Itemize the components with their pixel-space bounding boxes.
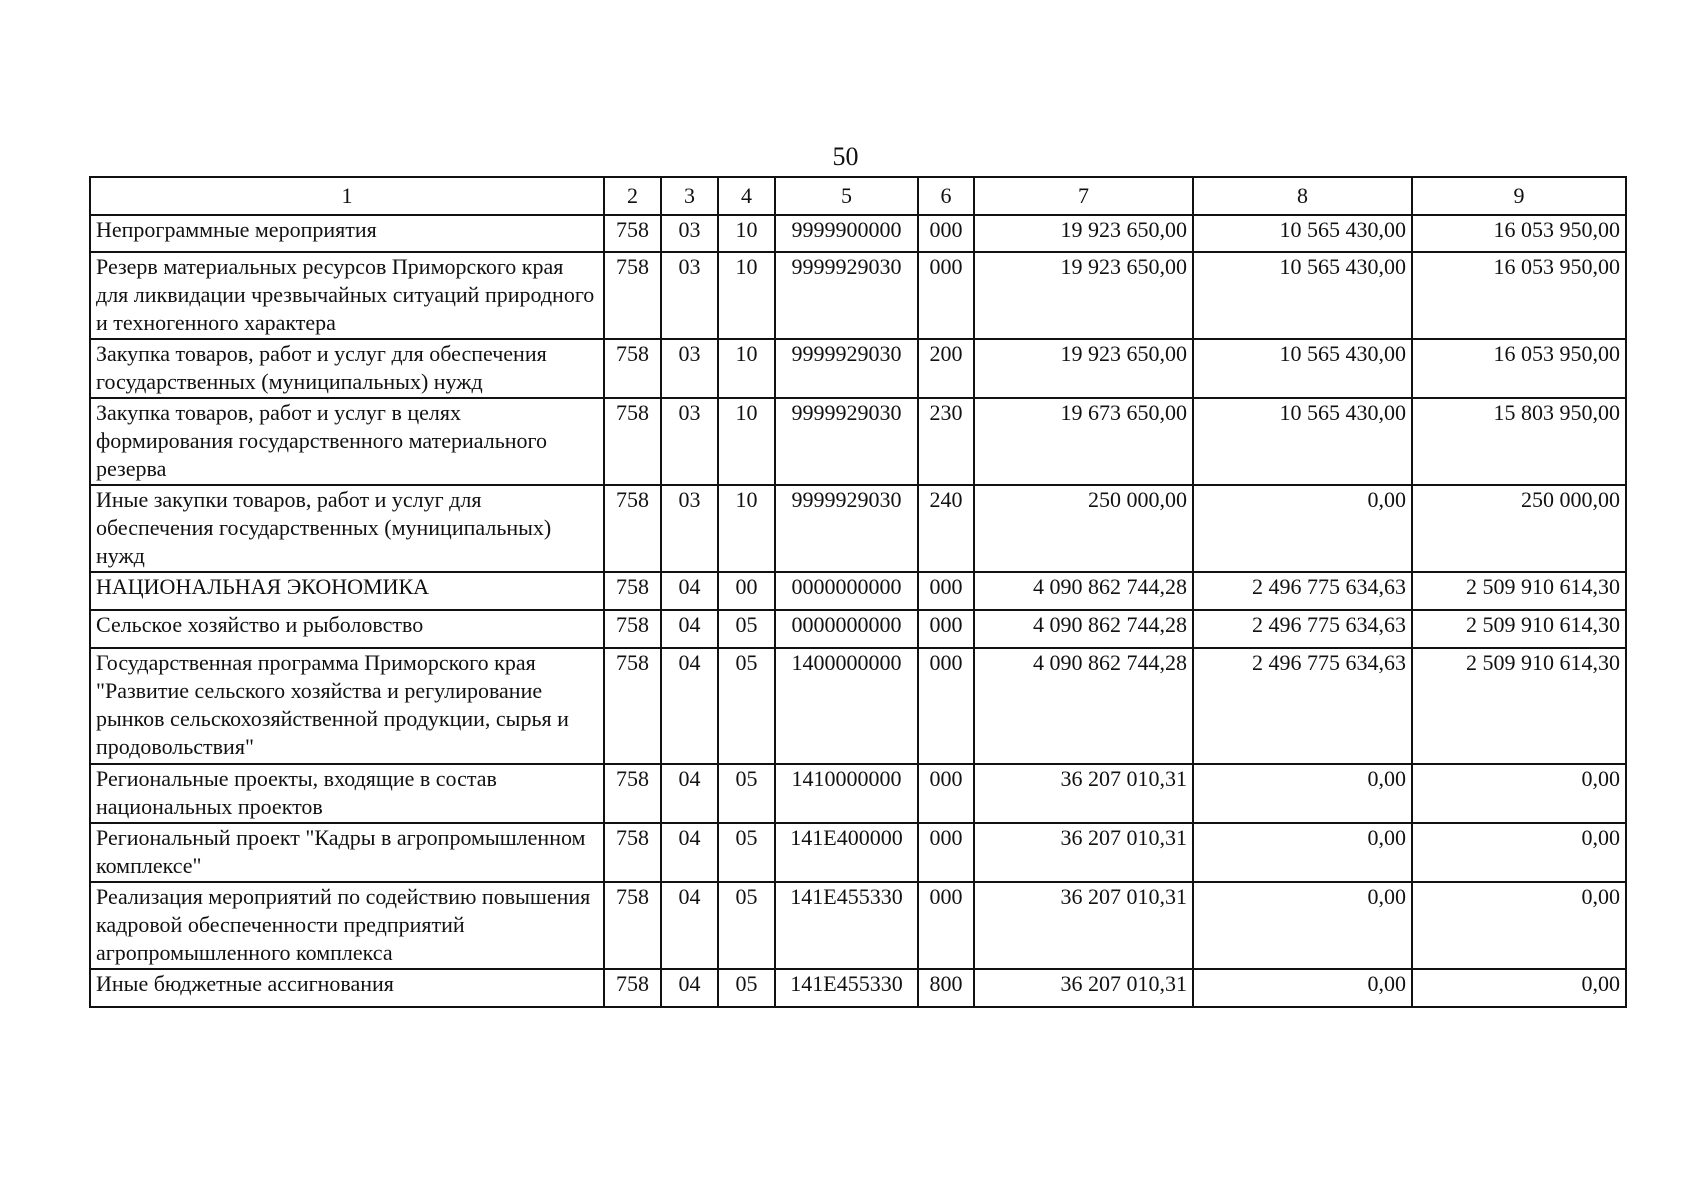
- column-header: 6: [918, 177, 974, 215]
- amount-col7: 19 673 650,00: [974, 398, 1193, 485]
- code-col5: 9999929030: [775, 339, 918, 398]
- column-header: 4: [718, 177, 775, 215]
- code-col4: 10: [718, 215, 775, 252]
- code-col6: 000: [918, 572, 974, 610]
- row-name: Непрограммные мероприятия: [90, 215, 604, 252]
- code-col6: 200: [918, 339, 974, 398]
- code-col6: 000: [918, 215, 974, 252]
- amount-col9: 2 509 910 614,30: [1412, 610, 1626, 648]
- amount-col8: 2 496 775 634,63: [1193, 610, 1412, 648]
- code-col3: 04: [661, 969, 718, 1007]
- code-col4: 05: [718, 610, 775, 648]
- code-col4: 05: [718, 764, 775, 823]
- code-col5: 0000000000: [775, 610, 918, 648]
- table-header-row: [90, 177, 1626, 215]
- amount-col7: 36 207 010,31: [974, 764, 1193, 823]
- code-col3: 04: [661, 648, 718, 764]
- amount-col7: 19 923 650,00: [974, 215, 1193, 252]
- code-col3: 04: [661, 572, 718, 610]
- code-col6: 000: [918, 882, 974, 969]
- code-col5: 1400000000: [775, 648, 918, 764]
- row-name: Государственная программа Приморского края "Развитие сельского хозяйства и регулирование рынков сельскохозяйственной продукции, сырья и продовольствия": [90, 648, 604, 764]
- code-col3: 03: [661, 339, 718, 398]
- amount-col7: 19 923 650,00: [974, 252, 1193, 339]
- amount-col7: 4 090 862 744,28: [974, 572, 1193, 610]
- code-col4: 05: [718, 969, 775, 1007]
- column-header: 8: [1193, 177, 1412, 215]
- table-row: [90, 610, 1626, 648]
- amount-col7: 4 090 862 744,28: [974, 610, 1193, 648]
- row-name: Региональный проект "Кадры в агропромышленном комплексе": [90, 823, 604, 882]
- column-header: 5: [775, 177, 918, 215]
- code-col4: 00: [718, 572, 775, 610]
- amount-col8: 2 496 775 634,63: [1193, 572, 1412, 610]
- code-col5: 9999929030: [775, 398, 918, 485]
- amount-col8: 0,00: [1193, 485, 1412, 572]
- amount-col8: 10 565 430,00: [1193, 339, 1412, 398]
- code-col3: 04: [661, 823, 718, 882]
- amount-col7: 36 207 010,31: [974, 823, 1193, 882]
- code-col5: 141E400000: [775, 823, 918, 882]
- amount-col8: 10 565 430,00: [1193, 398, 1412, 485]
- code-col6: 000: [918, 610, 974, 648]
- column-header: 2: [604, 177, 661, 215]
- code-col5: 9999929030: [775, 252, 918, 339]
- code-col5: 9999900000: [775, 215, 918, 252]
- code-col4: 05: [718, 882, 775, 969]
- code-col5: 0000000000: [775, 572, 918, 610]
- column-header: 9: [1412, 177, 1626, 215]
- amount-col9: 16 053 950,00: [1412, 215, 1626, 252]
- code-col2: 758: [604, 823, 661, 882]
- amount-col7: 36 207 010,31: [974, 969, 1193, 1007]
- table-row: [90, 398, 1626, 485]
- amount-col8: 10 565 430,00: [1193, 215, 1412, 252]
- code-col4: 10: [718, 485, 775, 572]
- table-row: [90, 215, 1626, 252]
- amount-col7: 250 000,00: [974, 485, 1193, 572]
- row-name: НАЦИОНАЛЬНАЯ ЭКОНОМИКА: [90, 572, 604, 610]
- code-col3: 03: [661, 485, 718, 572]
- row-name: Иные бюджетные ассигнования: [90, 969, 604, 1007]
- amount-col8: 0,00: [1193, 823, 1412, 882]
- code-col4: 05: [718, 823, 775, 882]
- code-col2: 758: [604, 252, 661, 339]
- code-col6: 000: [918, 252, 974, 339]
- row-name: Закупка товаров, работ и услуг в целях формирования государственного материального резерва: [90, 398, 604, 485]
- table-row: [90, 339, 1626, 398]
- code-col2: 758: [604, 215, 661, 252]
- row-name: Иные закупки товаров, работ и услуг для обеспечения государственных (муниципальных) нужд: [90, 485, 604, 572]
- code-col6: 240: [918, 485, 974, 572]
- table-row: [90, 485, 1626, 572]
- code-col2: 758: [604, 339, 661, 398]
- code-col6: 000: [918, 648, 974, 764]
- amount-col8: 0,00: [1193, 764, 1412, 823]
- table-row: [90, 882, 1626, 969]
- table-row: [90, 252, 1626, 339]
- amount-col9: 0,00: [1412, 764, 1626, 823]
- code-col5: 1410000000: [775, 764, 918, 823]
- amount-col8: 10 565 430,00: [1193, 252, 1412, 339]
- code-col2: 758: [604, 648, 661, 764]
- amount-col8: 0,00: [1193, 882, 1412, 969]
- code-col3: 03: [661, 215, 718, 252]
- row-name: Сельское хозяйство и рыболовство: [90, 610, 604, 648]
- column-header: 3: [661, 177, 718, 215]
- code-col4: 05: [718, 648, 775, 764]
- code-col6: 000: [918, 823, 974, 882]
- code-col5: 9999929030: [775, 485, 918, 572]
- code-col5: 141E455330: [775, 969, 918, 1007]
- amount-col9: 15 803 950,00: [1412, 398, 1626, 485]
- budget-table: [89, 176, 1627, 1008]
- code-col2: 758: [604, 764, 661, 823]
- code-col2: 758: [604, 969, 661, 1007]
- table-row: [90, 648, 1626, 764]
- table-row: [90, 764, 1626, 823]
- amount-col9: 16 053 950,00: [1412, 252, 1626, 339]
- table-row: [90, 823, 1626, 882]
- code-col2: 758: [604, 485, 661, 572]
- row-name: Закупка товаров, работ и услуг для обеспечения государственных (муниципальных) нужд: [90, 339, 604, 398]
- code-col2: 758: [604, 572, 661, 610]
- amount-col7: 19 923 650,00: [974, 339, 1193, 398]
- code-col6: 230: [918, 398, 974, 485]
- amount-col8: 0,00: [1193, 969, 1412, 1007]
- code-col2: 758: [604, 882, 661, 969]
- code-col4: 10: [718, 398, 775, 485]
- amount-col9: 0,00: [1412, 823, 1626, 882]
- code-col4: 10: [718, 339, 775, 398]
- amount-col9: 250 000,00: [1412, 485, 1626, 572]
- amount-col9: 16 053 950,00: [1412, 339, 1626, 398]
- row-name: Региональные проекты, входящие в состав национальных проектов: [90, 764, 604, 823]
- amount-col9: 2 509 910 614,30: [1412, 572, 1626, 610]
- code-col6: 000: [918, 764, 974, 823]
- code-col3: 03: [661, 252, 718, 339]
- amount-col9: 0,00: [1412, 882, 1626, 969]
- column-header: 1: [90, 177, 604, 215]
- row-name: Резерв материальных ресурсов Приморского края для ликвидации чрезвычайных ситуаций природного и техногенного характера: [90, 252, 604, 339]
- amount-col7: 4 090 862 744,28: [974, 648, 1193, 764]
- amount-col9: 0,00: [1412, 969, 1626, 1007]
- amount-col7: 36 207 010,31: [974, 882, 1193, 969]
- row-name: Реализация мероприятий по содействию повышения кадровой обеспеченности предприятий агропромышленного комплекса: [90, 882, 604, 969]
- code-col3: 04: [661, 882, 718, 969]
- code-col4: 10: [718, 252, 775, 339]
- table-row: [90, 572, 1626, 610]
- code-col2: 758: [604, 610, 661, 648]
- table-row: [90, 969, 1626, 1007]
- code-col3: 03: [661, 398, 718, 485]
- column-header: 7: [974, 177, 1193, 215]
- code-col3: 04: [661, 610, 718, 648]
- code-col6: 800: [918, 969, 974, 1007]
- code-col3: 04: [661, 764, 718, 823]
- code-col2: 758: [604, 398, 661, 485]
- amount-col9: 2 509 910 614,30: [1412, 648, 1626, 764]
- page-number: 50: [832, 142, 859, 171]
- code-col5: 141E455330: [775, 882, 918, 969]
- amount-col8: 2 496 775 634,63: [1193, 648, 1412, 764]
